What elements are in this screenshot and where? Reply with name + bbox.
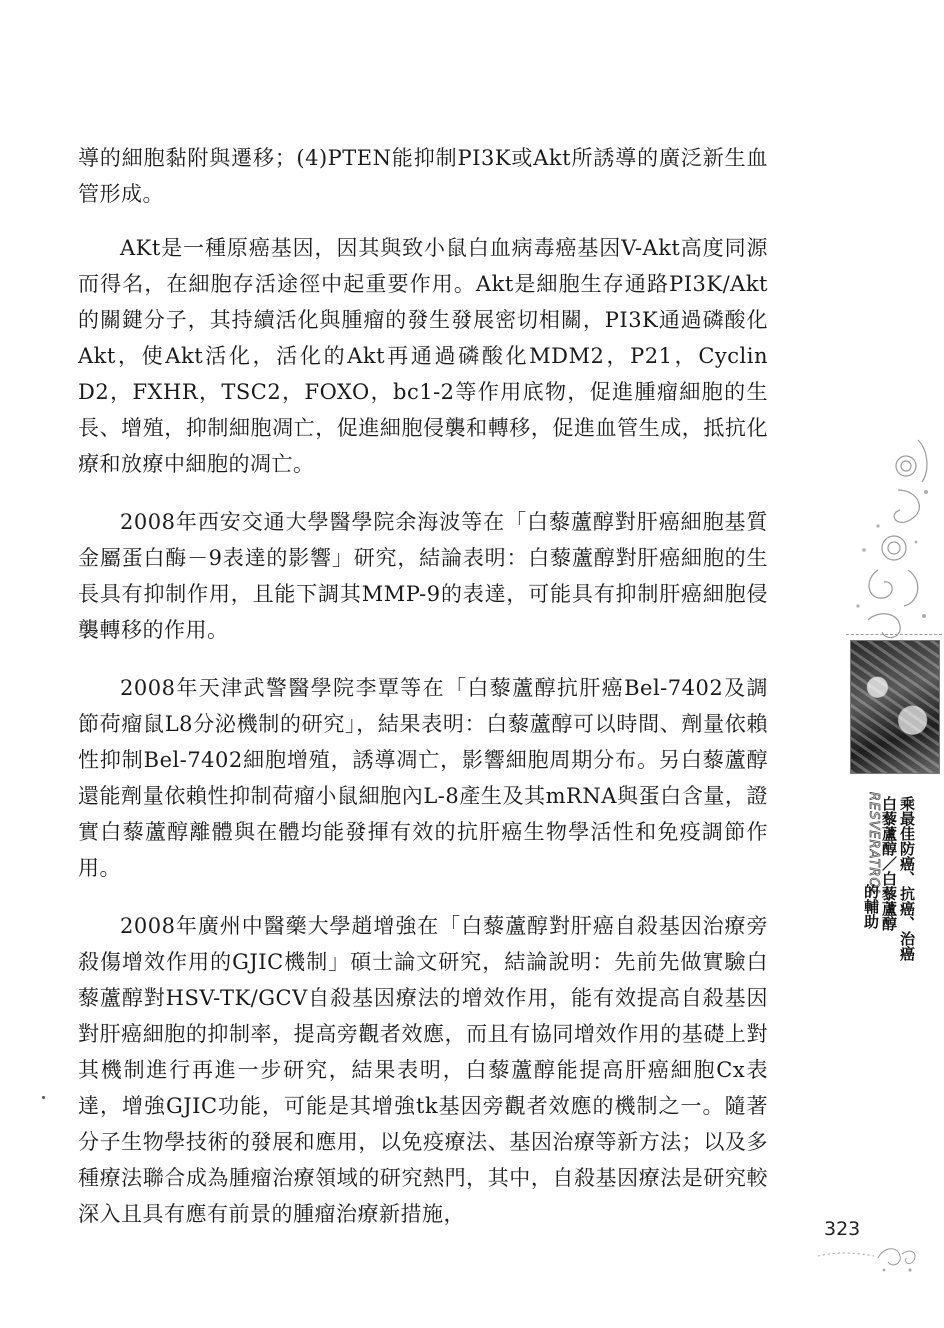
floral-ornament-icon [838, 430, 938, 660]
sidebar-title-col2: 的輔助 [862, 884, 880, 929]
sidebar-latin-title: RESVERATROL [866, 792, 881, 898]
body-text [78, 140, 768, 1254]
grapes-photo [850, 640, 940, 774]
paragraph-xian-study: 2008年西安交通大學醫學院余海波等在「白藜蘆醇對肝癌細胞基質金屬蛋白酶－9表達的影響」研究，結論表明：白藜蘆醇對肝癌細胞的生長具有抑制作用，且能下調其MMP-9的表達，可能具有抑制肝癌細胞侵襲轉移的作用。 [78, 510, 768, 642]
paragraph-tianjin-study: 2008年天津武警醫學院李覃等在「白藜蘆醇抗肝癌Bel-7402及調節荷瘤鼠L8分泌機制的研究」，結果表明：白藜蘆醇可以時間、劑量依賴性抑制Bel-7402細胞增殖，誘導凋亡，影響細胞周期分布。另白藜蘆醇還能劑量依賴性抑制荷瘤小鼠細胞內L-8產生及其mRNA與蛋白含量，證實白藜蘆醇離體與在體均能發揮有效的抗肝癌生物學活性和免疫調節作用。 [78, 676, 768, 880]
page-number-swirl-icon [814, 1234, 924, 1274]
photo-frame-edge [846, 634, 942, 637]
sidebar-title-col3: 乘最佳防癌、抗癌、治癌 [898, 796, 916, 961]
page-number: 323 [824, 1218, 861, 1240]
sidebar-title-col1: 白藜蘆醇／白藜蘆醇 [880, 796, 898, 931]
paragraph-akt: AKt是一種原癌基因，因其與致小鼠白血病毒癌基因V-Akt高度同源而得名，在細胞存活途徑中起重要作用。Akt是細胞生存通路PI3K/Akt的關鍵分子，其持續活化與腫瘤的發生發展密切相關，PI3K通過磷酸化Akt，使Akt活化，活化的Akt再通過磷酸化MDM2，P21，Cyclin D2，FXHR，TSC2，FOXO，bc1-2等作用底物，促進腫瘤細胞的生長、增殖，抑制細胞凋亡，促進細胞侵襲和轉移，促進血管生成，抵抗化療和放療中細胞的凋亡。 [78, 236, 768, 476]
paragraph-guangzhou-study: 2008年廣州中醫藥大學趙增強在「白藜蘆醇對肝癌自殺基因治療旁殺傷增效作用的GJIC機制」碩士論文研究，結論說明：先前先做實驗白藜蘆醇對HSV-TK/GCV自殺基因療法的增效作用，能有效提高自殺基因對肝癌細胞的抑制率，提高旁觀者效應，而且有協同增效作用的基礎上對其機制進行再進一步研究，結果表明，白藜蘆醇能提高肝癌細胞Cx表達，增強GJIC功能，可能是其增強tk基因旁觀者效應的機制之一。隨著分子生物學技術的發展和應用，以免疫療法、基因治療等新方法；以及多種療法聯合成為腫瘤治療領域的研究熱門，其中，自殺基因療法是研究較深入且具有應有前景的腫瘤治療新措施， [78, 914, 768, 1226]
scan-speck [42, 1096, 45, 1099]
paragraph-continuation: 導的細胞黏附與遷移；(4)PTEN能抑制PI3K或Akt所誘導的廣泛新生血管形成。 [78, 146, 768, 206]
